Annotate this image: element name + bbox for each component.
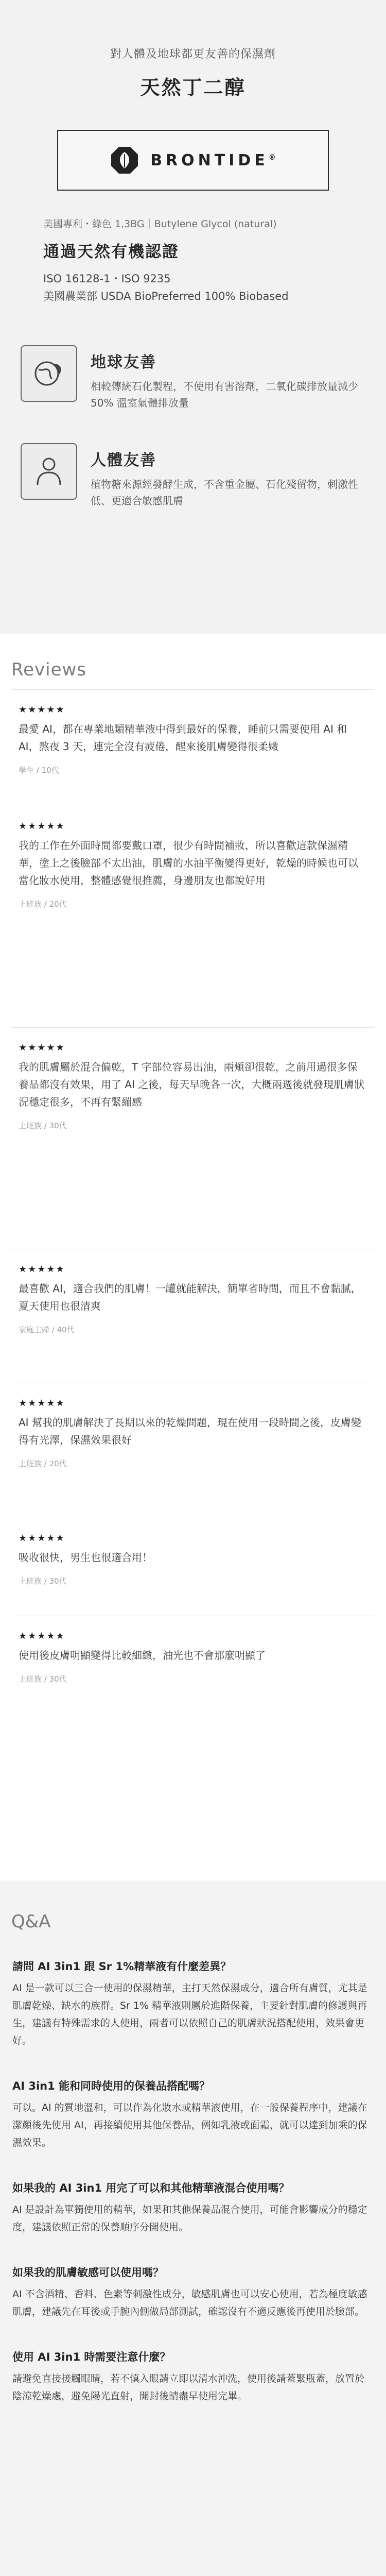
feature-text: 相較傳統石化製程，不使用有害溶劑，二氧化碳排放量減少 50% 溫室氣體排放量 [91,380,358,409]
qa-item [12,2264,374,2320]
review-text: AI 幫我的肌膚解決了長期以來的乾燥問題，現在使用一段時間之後，皮膚變得有光澤，保濕效果很好 [19,1416,361,1446]
review-card [11,1027,375,1249]
usda-line: 美國農業部 USDA BioPreferred 100% Biobased [43,290,289,302]
iso-line: ISO 16128-1・ISO 9235 [43,273,171,285]
qa-item [12,1958,374,2049]
brand-badge [57,130,329,191]
star-rating: ★★★★★ [19,821,65,832]
qa-heading: Q&A [11,1911,51,1932]
reviewer-meta: 上班族 / 20代 [19,900,67,909]
review-card [11,1249,375,1383]
feature-title: 人體友善 [91,451,156,469]
reviewer-meta: 家庭主婦 / 40代 [19,1325,75,1334]
feature-human-friendly [21,443,386,509]
review-text: 我的肌膚屬於混合偏乾，T 字部位容易出油，兩頰卻很乾，之前用過很多保養品都沒有效果，用了 AI 之後，每天早晚各一次，大概兩週後就發現肌膚狀況穩定很多，不再有緊繃感 [19,1061,365,1108]
ingredient-english-name: 美國專利・綠色 1,3BG｜Butylene Glycol (natural) [43,218,277,230]
star-rating: ★★★★★ [19,1631,65,1641]
ingredient-section [0,0,386,634]
reviewer-meta: 上班族 / 20代 [19,1459,67,1468]
qa-answer: 請避免直接接觸眼睛，若不慎入眼請立即以清水沖洗，使用後請蓋緊瓶蓋，放置於陰涼乾燥處，避免陽光直射，開封後請盡早使用完畢。 [12,2373,365,2402]
feature-text: 植物糖來源經發酵生成，不含重金屬、石化殘留物，刺激性低、更適合敏感肌膚 [91,478,358,507]
review-card [11,1616,375,1729]
review-card [11,1518,375,1616]
star-rating: ★★★★★ [19,1398,65,1409]
reviews-section [0,634,386,1880]
qa-question: 請問 AI 3in1 跟 Sr 1%精華液有什麼差異？ [12,1960,232,1973]
qa-question: AI 3in1 能和同時使用的保養品搭配嗎？ [12,2080,210,2092]
person-icon [21,443,77,500]
qa-answer: 可以。AI 的質地溫和，可以作為化妝水或精華液使用，在一般保養程序中，建議在潔顏後先使用 AI，再接續使用其他保養品，例如乳液或面霜，就可以達到加乘的保濕效果。 [12,2102,367,2148]
star-rating: ★★★★★ [19,1264,65,1275]
review-text: 最喜歡 AI，適合我們的肌膚！一罐就能解決，簡單省時間，而且不會黏膩，夏天使用也很清爽 [19,1282,361,1312]
certification-title: 通過天然有機認證 [43,243,179,261]
review-card [11,1383,375,1518]
star-rating: ★★★★★ [19,1533,65,1544]
review-text: 最愛 AI，都在專業地類精華液中得到最好的保養，睡前只需要使用 AI 和 AI，熬夜 3 天，連完全沒有疲倦，醒來後肌膚變得很柔嫩 [19,723,347,753]
review-card [11,806,375,1027]
qa-section [0,1880,386,2576]
qa-question: 使用 AI 3in1 時需要注意什麼？ [12,2351,171,2363]
ingredient-subtitle: 對人體及地球都更友善的保濕劑 [110,48,276,61]
review-text: 吸收很快，男生也很適合用！ [19,1551,152,1564]
qa-answer: AI 不含酒精、香料、色素等刺激性成分，敏感肌膚也可以安心使用，若為極度敏感肌膚，建議先在耳後或手腕內側做局部測試，確認沒有不適反應後再使用於臉部。 [12,2289,367,2317]
qa-item [12,2348,374,2405]
qa-answer: AI 是設計為單獨使用的精華，如果和其他保養品混合使用，可能會影響成分的穩定度，建議依照正常的保養順序分開使用。 [12,2204,367,2233]
ingredient-title: 天然丁二醇 [140,76,246,99]
qa-answer: AI 是一款可以三合一使用的保濕精華，主打天然保濕成分，適合所有膚質，尤其是肌膚乾燥、缺水的族群。Sr 1% 精華液則屬於進階保養，主要針對肌膚的修護與再生，建議有特殊需求的人使用，兩者可以依照自己的肌膚狀況搭配使用，效果會更好。 [12,1982,367,2046]
qa-question: 如果我的肌膚敏感可以使用嗎？ [12,2266,164,2279]
review-text: 我的工作在外面時間都要戴口罩，很少有時間補妝，所以喜歡這款保濕精華，塗上之後臉部不太出油，肌膚的水油平衡變得更好，乾燥的時候也可以當化妝水使用，整體感覺很推薦，身邊朋友也都說好用 [19,839,358,887]
feature-earth-friendly [21,345,386,411]
reviewer-meta: 上班族 / 30代 [19,1121,67,1130]
qa-question: 如果我的 AI 3in1 用完了可以和其他精華液混合使用嗎？ [12,2182,290,2194]
reviewer-meta: 學生 / 10代 [19,766,59,775]
reviews-heading: Reviews [11,659,87,680]
star-rating: ★★★★★ [19,704,65,715]
reviewer-meta: 上班族 / 30代 [19,1674,67,1684]
globe-icon [21,345,77,402]
qa-item [12,2179,374,2236]
qa-item [12,2077,374,2151]
brand-name: BRONTIDE® [150,151,276,170]
feature-title: 地球友善 [91,353,156,371]
review-card [11,689,375,806]
review-text: 使用後皮膚明顯變得比較細緻，油光也不會那麼明顯了 [19,1649,266,1662]
iso-certifications [43,270,386,305]
reviewer-meta: 上班族 / 30代 [19,1577,67,1586]
star-rating: ★★★★★ [19,1042,65,1053]
octagon-leaf-icon [110,146,139,175]
